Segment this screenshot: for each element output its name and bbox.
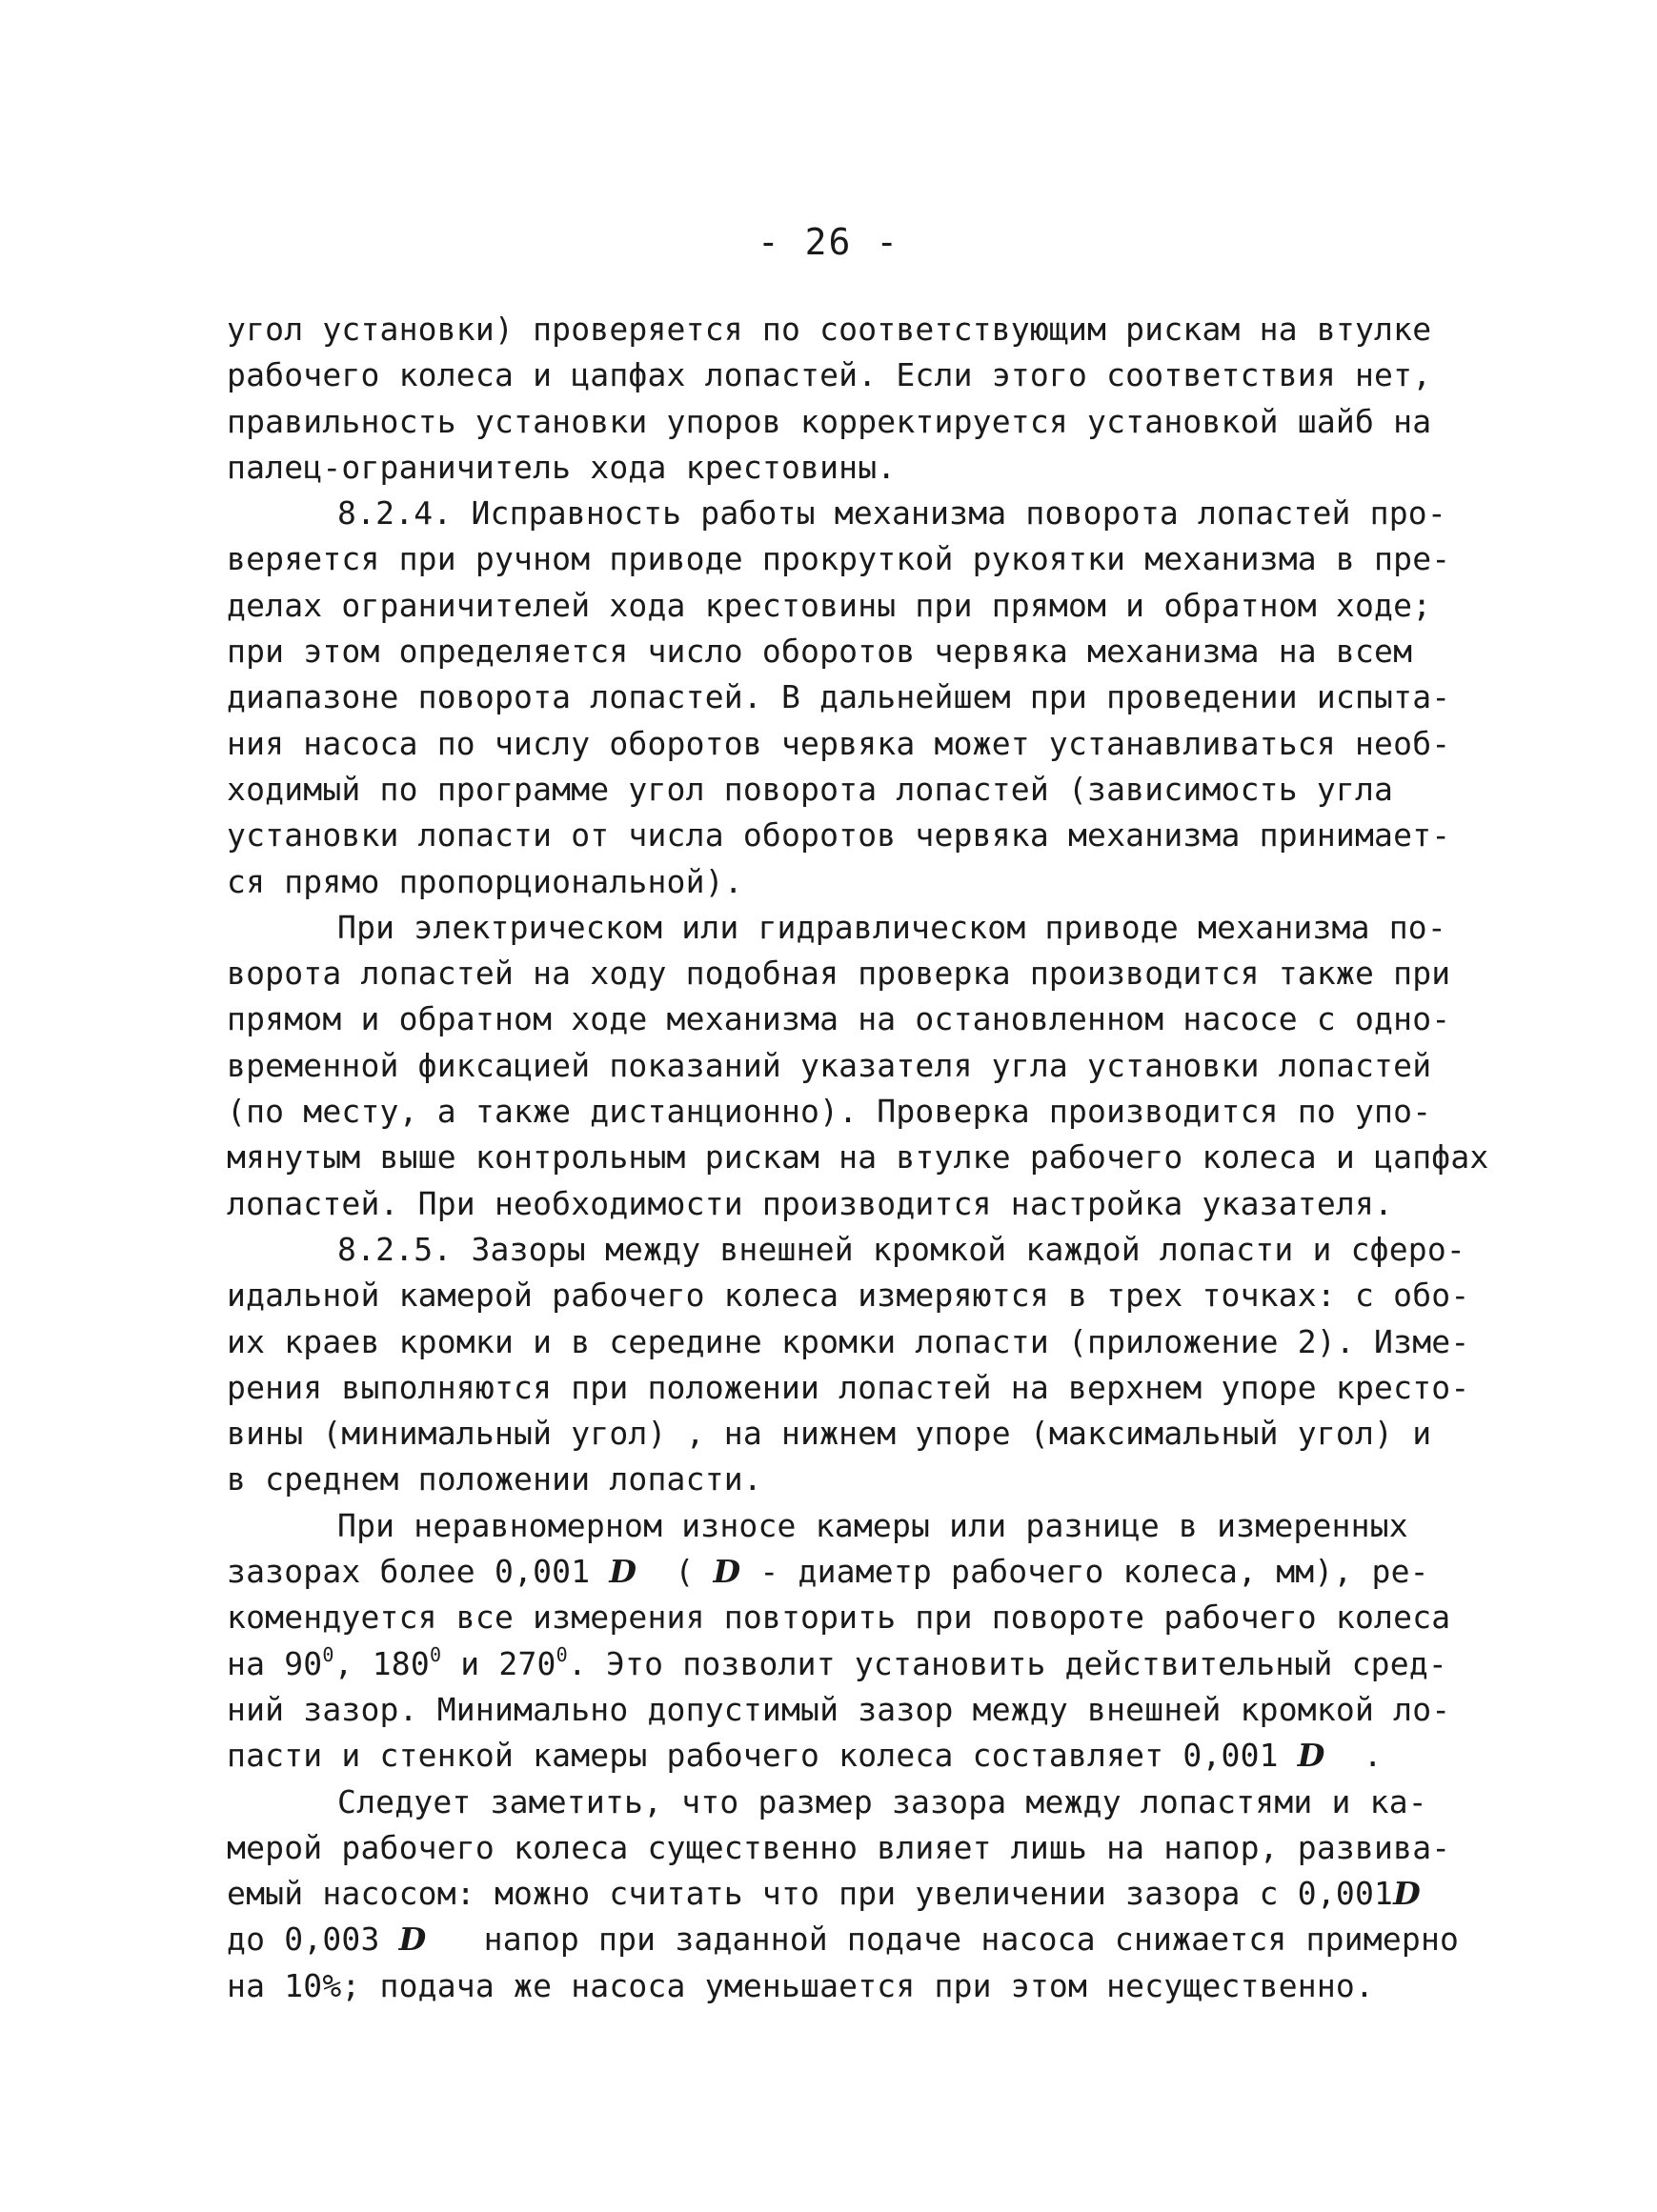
text-fragment: до 0,003 (227, 1920, 399, 1959)
text-line: идальной камерой рабочего колеса измеряются в трех точках: с обо- (227, 1277, 1470, 1315)
paragraph-8-2-5-start: 8.2.5. Зазоры между внешней кромкой каждой лопасти и сферо- (337, 1230, 1465, 1268)
text-line: ния насоса по числу оборотов червяка может устанавливаться необ- (227, 724, 1451, 762)
text-line-formula (227, 1733, 1465, 1779)
text-line: установки лопасти от числа оборотов червяка механизма принимает- (227, 816, 1451, 855)
text-line: (по месту, а также дистанционно). Проверка производится по упо- (227, 1093, 1432, 1131)
text-line: в среднем положении лопасти. (227, 1460, 762, 1498)
text-line: угол установки) проверяется по соответствующим рискам на втулке (227, 311, 1432, 348)
paragraph-note-start: Следует заметить, что размер зазора между лопастями и ка- (337, 1782, 1427, 1820)
text-line: ходимый по программе угол поворота лопастей (зависимость угла (227, 770, 1394, 808)
body-text (227, 307, 1489, 2009)
text-line-formula (227, 1871, 1465, 1917)
text-fragment: и 270 (441, 1644, 556, 1682)
text-line: диапазоне поворота лопастей. В дальнейшем при проведении испыта- (227, 678, 1451, 716)
text-fragment: . (1324, 1737, 1383, 1775)
text-fragment: напор при заданной подаче насоса снижается примерно (426, 1920, 1460, 1959)
diameter-symbol: D (609, 1553, 637, 1591)
text-line: прямом и обратном ходе механизма на остановленном насосе с одно- (227, 1000, 1451, 1038)
text-line: их краев кромки и в середине кромки лопасти (приложение 2). Изме- (227, 1322, 1470, 1360)
paragraph-8-2-4-start: 8.2.4. Исправность работы механизма поворота лопастей про- (337, 494, 1446, 533)
text-line: ся прямо пропорциональной). (227, 862, 743, 900)
text-line: мянутым выше контрольным рискам на втулке рабочего колеса и цапфах (227, 1138, 1489, 1176)
degree-superscript: 0 (556, 1642, 568, 1666)
paragraph-drive-start: При электрическом или гидравлическом приводе механизма по- (337, 908, 1446, 946)
text-line: правильность установки упоров корректируется установкой шайб на (227, 402, 1432, 440)
text-line: комендуется все измерения повторить при повороте рабочего колеса (227, 1599, 1451, 1637)
text-line: делах ограничителей хода крестовины при прямом и обратном ходе; (227, 586, 1432, 624)
degree-superscript: 0 (429, 1642, 442, 1666)
text-fragment: зазорах более 0,001 (227, 1553, 610, 1591)
diameter-symbol: D (398, 1920, 427, 1959)
paragraph-wear-start: При неравномерном износе камеры или разнице в измеренных (337, 1506, 1408, 1544)
text-line: рения выполняются при положении лопастей на верхнем упоре кресто- (227, 1368, 1470, 1406)
text-line: ний зазор. Минимально допустимый зазор между внешней кромкой ло- (227, 1690, 1451, 1728)
text-fragment: пасти и стенкой камеры рабочего колеса составляет 0,001 (227, 1737, 1298, 1775)
diameter-symbol: D (713, 1553, 741, 1591)
text-line: мерой рабочего колеса существенно влияет лишь на напор, развива- (227, 1828, 1451, 1866)
text-line-formula (227, 1917, 1465, 1962)
text-line: вины (минимальный угол) , на нижнем упоре (максимальный угол) и (227, 1415, 1432, 1453)
text-fragment: - диаметр рабочего колеса, мм), ре- (740, 1553, 1429, 1591)
degree-superscript: 0 (322, 1642, 334, 1666)
text-fragment: на 90 (227, 1644, 323, 1682)
text-fragment: ( (637, 1553, 714, 1591)
text-line: при этом определяется число оборотов червяка механизма на всем (227, 633, 1413, 671)
text-fragment: , 180 (333, 1644, 430, 1682)
diameter-symbol: D (1297, 1737, 1325, 1775)
diameter-symbol: D (1393, 1875, 1421, 1913)
text-line: на 10%; подача же насоса уменьшается при этом несущественно. (227, 1966, 1375, 2004)
text-fragment: . Это позволит установить действительный сред- (567, 1644, 1447, 1682)
text-line: лопастей. При необходимости производится настройка указателя. (227, 1184, 1394, 1222)
page-number: - 26 - (757, 221, 900, 263)
text-line: веряется при ручном приводе прокруткой рукоятки механизма в пре- (227, 540, 1451, 578)
text-fragment: емый насосом: можно считать что при увеличении зазора с 0,001 (227, 1875, 1394, 1913)
text-line-degrees (227, 1641, 1465, 1687)
text-line: рабочего колеса и цапфах лопастей. Если этого соответствия нет, (227, 356, 1432, 394)
text-line: временной фиксацией показаний указателя угла установки лопастей (227, 1046, 1432, 1084)
text-line: палец-ограничитель хода крестовины. (227, 448, 897, 486)
text-line-formula (227, 1549, 1465, 1595)
text-line: ворота лопастей на ходу подобная проверка производится также при (227, 955, 1451, 993)
